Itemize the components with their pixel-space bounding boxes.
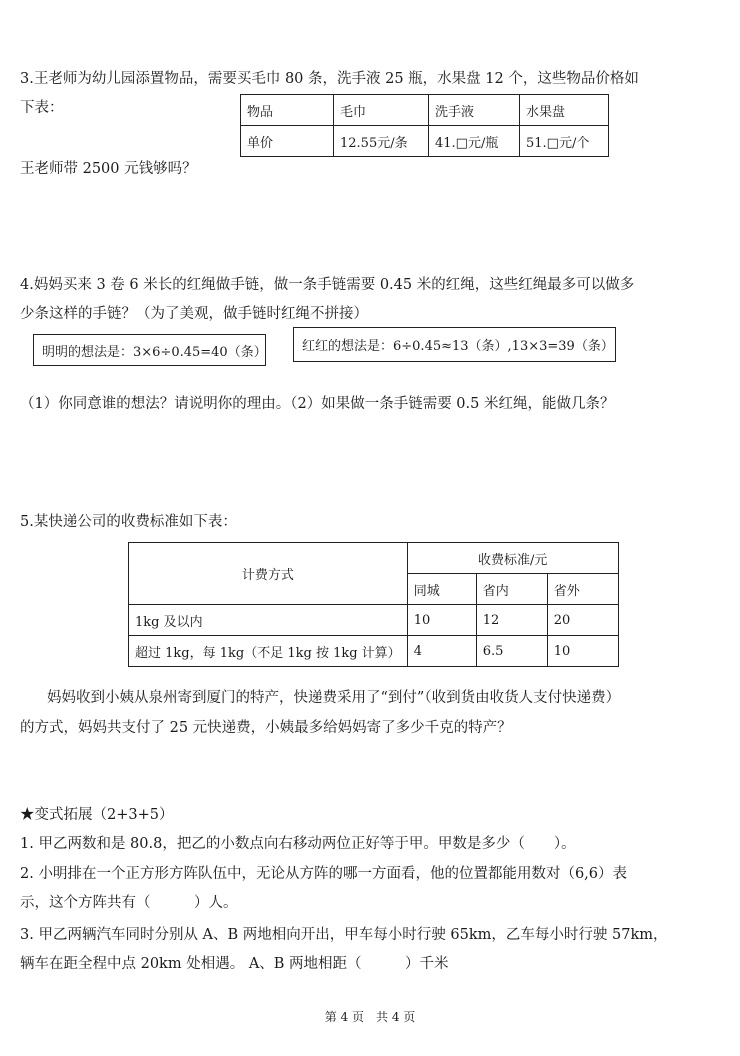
extension-item-3-line2: 辆车在距全程中点 20km 处相遇。 A、B 两地相距（ ）千米 bbox=[20, 956, 449, 972]
table-cell: 洗手液 bbox=[429, 95, 520, 126]
table-cell: 物品 bbox=[241, 95, 334, 126]
q3-price-table bbox=[240, 94, 609, 157]
page-footer: 第 4 页 共 4 页 bbox=[324, 1010, 416, 1024]
table-row bbox=[241, 126, 609, 157]
table-cell: 毛巾 bbox=[334, 95, 429, 126]
q5-fee-table bbox=[128, 542, 619, 667]
table-cell: 同城 bbox=[407, 574, 476, 605]
table-cell: 51.□元/个 bbox=[520, 126, 609, 157]
q3-line1: 3.王老师为幼儿园添置物品，需要买毛巾 80 条，洗手液 25 瓶，水果盘 12 个，这些物品价格如 bbox=[20, 71, 639, 87]
q5-paragraph-line1: 妈妈收到小姨从泉州寄到厦门的特产，快递费采用了“到付”（收到货由收货人支付快递费） bbox=[47, 690, 621, 706]
table-cell: 1kg 及以内 bbox=[129, 605, 408, 636]
table-row bbox=[129, 636, 619, 667]
table-cell: 单价 bbox=[241, 126, 334, 157]
table-cell: 水果盘 bbox=[520, 95, 609, 126]
extension-title: ★变式拓展（2+3+5） bbox=[20, 807, 174, 823]
table-cell: 12.55元/条 bbox=[334, 126, 429, 157]
q5-paragraph-line2: 的方式，妈妈共支付了 25 元快递费，小姨最多给妈妈寄了多少千克的特产？ bbox=[20, 720, 512, 736]
q5-title: 5.某快递公司的收费标准如下表： bbox=[20, 514, 237, 530]
table-cell: 计费方式 bbox=[129, 543, 408, 605]
extension-item-2-line1: 2. 小明排在一个正方形方阵队伍中，无论从方阵的哪一方面看，他的位置都能用数对（6,6）表 bbox=[20, 866, 627, 882]
table-cell: 10 bbox=[407, 605, 476, 636]
table-cell: 10 bbox=[547, 636, 618, 667]
table-cell: 20 bbox=[547, 605, 618, 636]
extension-item-2-line2: 示，这个方阵共有（ ）人。 bbox=[20, 895, 238, 911]
table-cell: 4 bbox=[407, 636, 476, 667]
extension-item-3-line1: 3. 甲乙两辆汽车同时分别从 A、B 两地相向开出，甲车每小时行驶 65km，乙车每小时行驶 57km， bbox=[20, 927, 668, 943]
q4-subquestions: （1）你同意谁的想法？请说明你的理由。（2）如果做一条手链需要 0.5 米红绳，能做几条？ bbox=[20, 396, 615, 412]
table-row bbox=[241, 95, 609, 126]
table-cell: 6.5 bbox=[476, 636, 547, 667]
table-row bbox=[129, 605, 619, 636]
q4-line2: 少条这样的手链？（为了美观，做手链时红绳不拼接） bbox=[20, 306, 368, 322]
table-cell: 41.□元/瓶 bbox=[429, 126, 520, 157]
table-cell: 省外 bbox=[547, 574, 618, 605]
table-row bbox=[129, 543, 619, 574]
q3-question: 王老师带 2500 元钱够吗？ bbox=[20, 161, 197, 177]
table-cell: 超过 1kg，每 1kg（不足 1kg 按 1kg 计算） bbox=[129, 636, 408, 667]
table-cell: 收费标准/元 bbox=[407, 543, 618, 574]
table-cell: 省内 bbox=[476, 574, 547, 605]
extension-item-1: 1. 甲乙两数和是 80.8，把乙的小数点向右移动两位正好等于甲。甲数是多少（ ）。 bbox=[20, 836, 576, 852]
q4-line1: 4.妈妈买来 3 卷 6 米长的红绳做手链，做一条手链需要 0.45 米的红绳，这些红绳最多可以做多 bbox=[20, 277, 635, 293]
ming-idea-box: 明明的想法是：3×6÷0.45=40（条） bbox=[33, 334, 266, 366]
hong-idea-box: 红红的想法是：6÷0.45≈13（条）,13×3=39（条） bbox=[293, 327, 616, 362]
q3-line2: 下表： bbox=[20, 100, 64, 116]
table-cell: 12 bbox=[476, 605, 547, 636]
